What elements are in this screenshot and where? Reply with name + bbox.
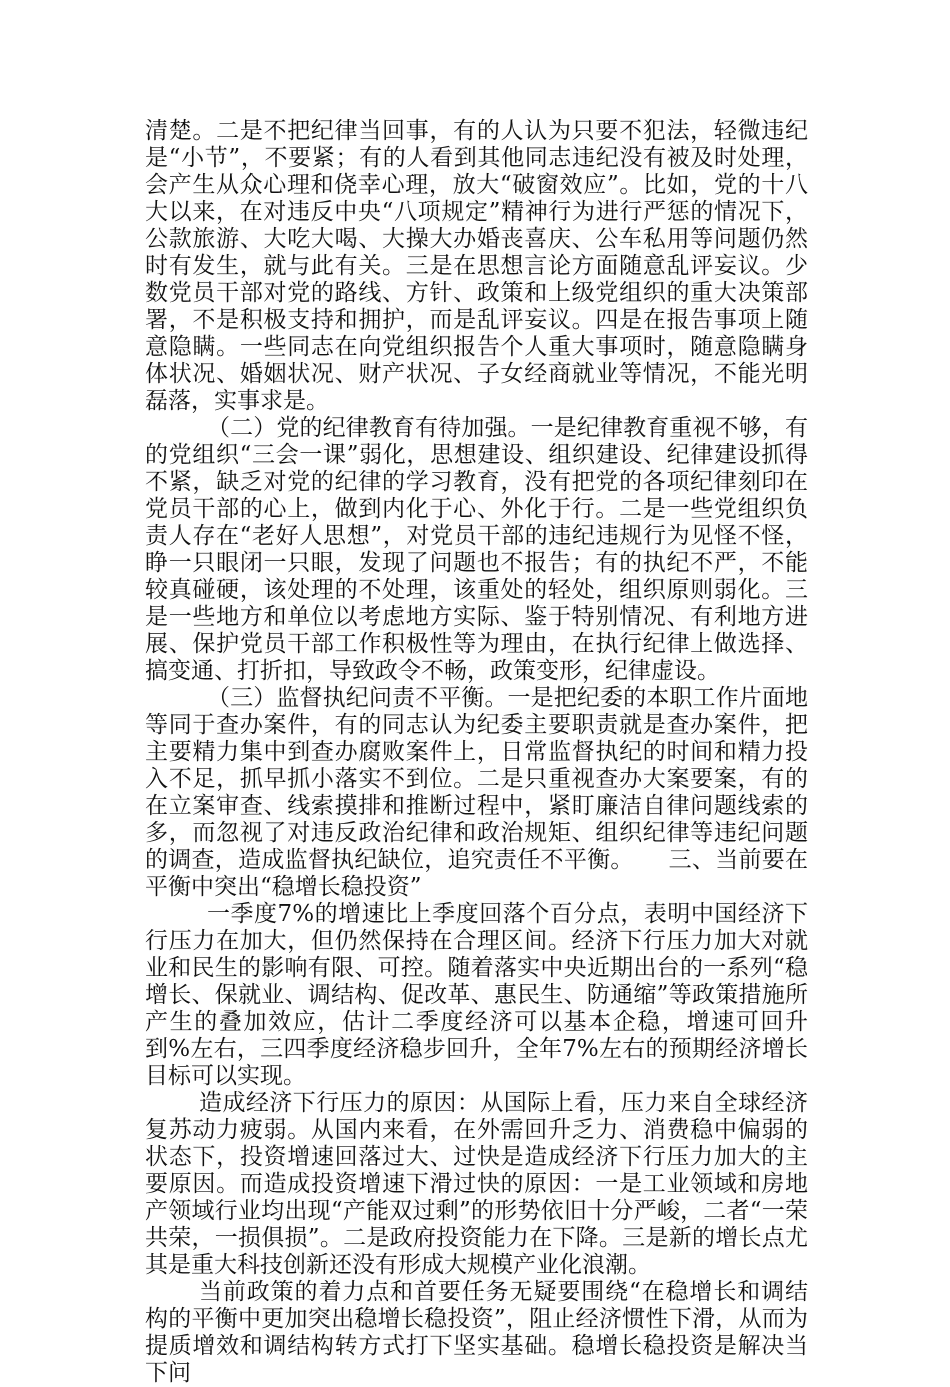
paragraph-policy-focus: 当前政策的着力点和首要任务无疑要围绕“在稳增长和调结构的平衡中更加突出稳增长稳投资”，阻止经济惯性下滑，从而为提质增效和调结构转方式打下坚实基础。稳增长稳投资是解决当下问	[145, 1279, 808, 1386]
body-text	[145, 118, 808, 1387]
paragraph-first-quarter-growth: 一季度7%的增速比上季度回落个百分点，表明中国经济下行压力在加大，但仍然保持在合理区间。经济下行压力加大对就业和民生的影响有限、可控。随着落实中央近期出台的一系列“稳增长、保就业、调结构、促改革、惠民生、防通缩”等政策措施所产生的叠加效应，估计二季度经济可以基本企稳，增速可回升到%左右，三四季度经济稳步回升，全年7%左右的预期经济增长目标可以实现。	[145, 901, 808, 1089]
paragraph-downward-pressure-causes: 造成经济下行压力的原因：从国际上看，压力来自全球经济复苏动力疲弱。从国内来看，在外需回升乏力、消费稳中偏弱的状态下，投资增速回落过大、过快是造成经济下行压力加大的主要原因。而造成投资增速下滑过快的原因：一是工业领域和房地产领域行业均出现“产能双过剩”的形势依旧十分严峻，二者“一荣共荣，一损俱损”。二是政府投资能力在下降。三是新的增长点尤其是重大科技创新还没有形成大规模产业化浪潮。	[145, 1090, 808, 1278]
paragraph-continuation: 清楚。二是不把纪律当回事，有的人认为只要不犯法，轻微违纪是“小节”，不要紧；有的人看到其他同志违纪没有被及时处理，会产生从众心理和侥幸心理，放大“破窗效应”。比如，党的十八大以来，在对违反中央“八项规定”精神行为进行严惩的情况下，公款旅游、大吃大喝、大操大办婚丧喜庆、公车私用等问题仍然时有发生，就与此有关。三是在思想言论方面随意乱评妄议。少数党员干部对党的路线、方针、政策和上级党组织的重大决策部署，不是积极支持和拥护，而是乱评妄议。四是在报告事项上随意隐瞒。一些同志在向党组织报告个人重大事项时，随意隐瞒身体状况、婚姻状况、财产状况、子女经商就业等情况，不能光明磊落，实事求是。	[145, 118, 808, 414]
paragraph-discipline-education: （二）党的纪律教育有待加强。一是纪律教育重视不够，有的党组织“三会一课”弱化，思想建设、组织建设、纪律建设抓得不紧，缺乏对党的纪律的学习教育，没有把党的各项纪律刻印在党员干部的心上，做到内化于心、外化于行。二是一些党组织负责人存在“老好人思想”，对党员干部的违纪违规行为见怪不怪，睁一只眼闭一只眼，发现了问题也不报告；有的执纪不严，不能较真碰硬，该处理的不处理，该重处的轻处，组织原则弱化。三是一些地方和单位以考虑地方实际、鉴于特别情况、有利地方进展、保护党员干部工作积极性等为理由，在执行纪律上做选择、搞变通、打折扣，导致政令不畅，政策变形，纪律虚设。	[145, 415, 808, 684]
paragraph-supervision-accountability: （三）监督执纪问责不平衡。一是把纪委的本职工作片面地等同于查办案件，有的同志认为纪委主要职责就是查办案件，把主要精力集中到查办腐败案件上，日常监督执纪的时间和精力投入不足，抓早抓小落实不到位。二是只重视查办大案要案，有的在立案审查、线索摸排和推断过程中，紧盯廉洁自律问题线索的多，而忽视了对违反政治纪律和政治规矩、组织纪律等违纪问题的调查，造成监督执纪缺位，追究责任不平衡。 三、当前要在平衡中突出“稳增长稳投资”	[145, 685, 808, 900]
